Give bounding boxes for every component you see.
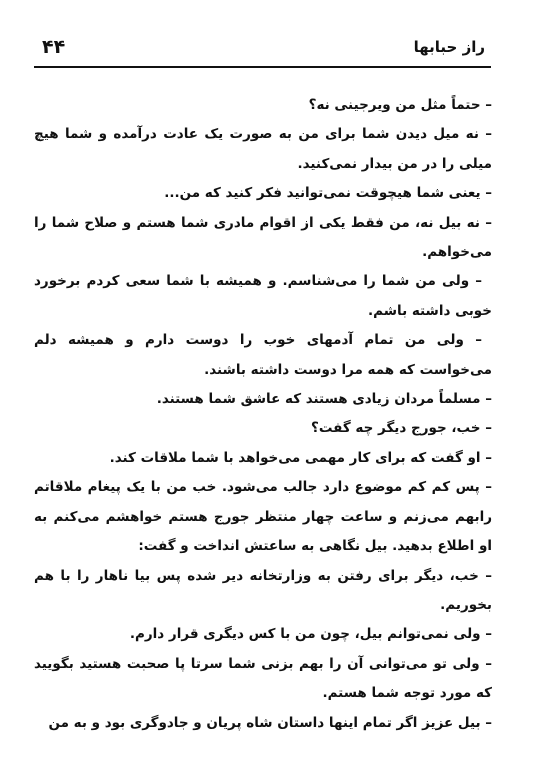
dialogue-line: – بیل عزیز اگر تمام اینها داستان شاه پریان و جادوگری بود و به من xyxy=(48,714,492,731)
dialogue-line: – مسلماً مردان زیادی هستند که عاشق شما هستند. xyxy=(156,391,492,408)
dialogue-line: – حتماً مثل من ویرجینی نه؟ xyxy=(308,97,492,113)
dialogue-line: – ولی من شما را می‌شناسم. و همیشه با شما سعی کردم برخورد خوبی داشته باشم. xyxy=(34,273,492,319)
page-number: ۴۴ xyxy=(42,36,66,58)
dialogue-line: – ولی نمی‌توانم بیل، چون من با کس دیگری قرار دارم. xyxy=(129,626,492,643)
page-body xyxy=(34,91,492,738)
dialogue-line: – پس کم کم موضوع دارد جالب می‌شود. خب من با یک پیغام ملاقاتم رابهم می‌زنم و ساعت چهار منتظر جورج هستم خواهشم می‌کنم به او اطلاع بدهید. بیل نگاهی به ساعتش انداخت و گفت: xyxy=(34,479,492,555)
dialogue-line: – نه بیل نه، من فقط یکی از اقوام مادری شما هستم و صلاح شما را می‌خواهم. xyxy=(34,214,492,261)
dialogue-line: – یعنی شما هیچوقت نمی‌توانید فکر کنید که من... xyxy=(164,185,492,202)
dialogue-line: – ولی تو می‌توانی آن را بهم بزنی شما سرتا پا صحبت هستید بگویید که مورد توجه شما هستم. xyxy=(34,655,492,702)
dialogue-line: – ولی من تمام آدمهای خوب را دوست دارم و همیشه دلم می‌خواست که همه مرا دوست داشته باشند. xyxy=(34,332,492,378)
dialogue-line: – نه میل دیدن شما برای من به صورت یک عادت درآمده و شما هیچ میلی را در من بیدار نمی‌کنید. xyxy=(34,126,492,172)
dialogue-line: – او گفت که برای کار مهمی می‌خواهد با شما ملاقات کند. xyxy=(109,449,492,466)
dialogue-line: – خب، دیگر برای رفتن به وزارتخانه دیر شده پس بیا ناهار را با هم بخوریم. xyxy=(34,567,492,613)
dialogue-line: – خب، جورج دیگر چه گفت؟ xyxy=(311,420,492,437)
book-title: راز حبابها xyxy=(413,38,485,56)
page-header xyxy=(34,34,491,68)
